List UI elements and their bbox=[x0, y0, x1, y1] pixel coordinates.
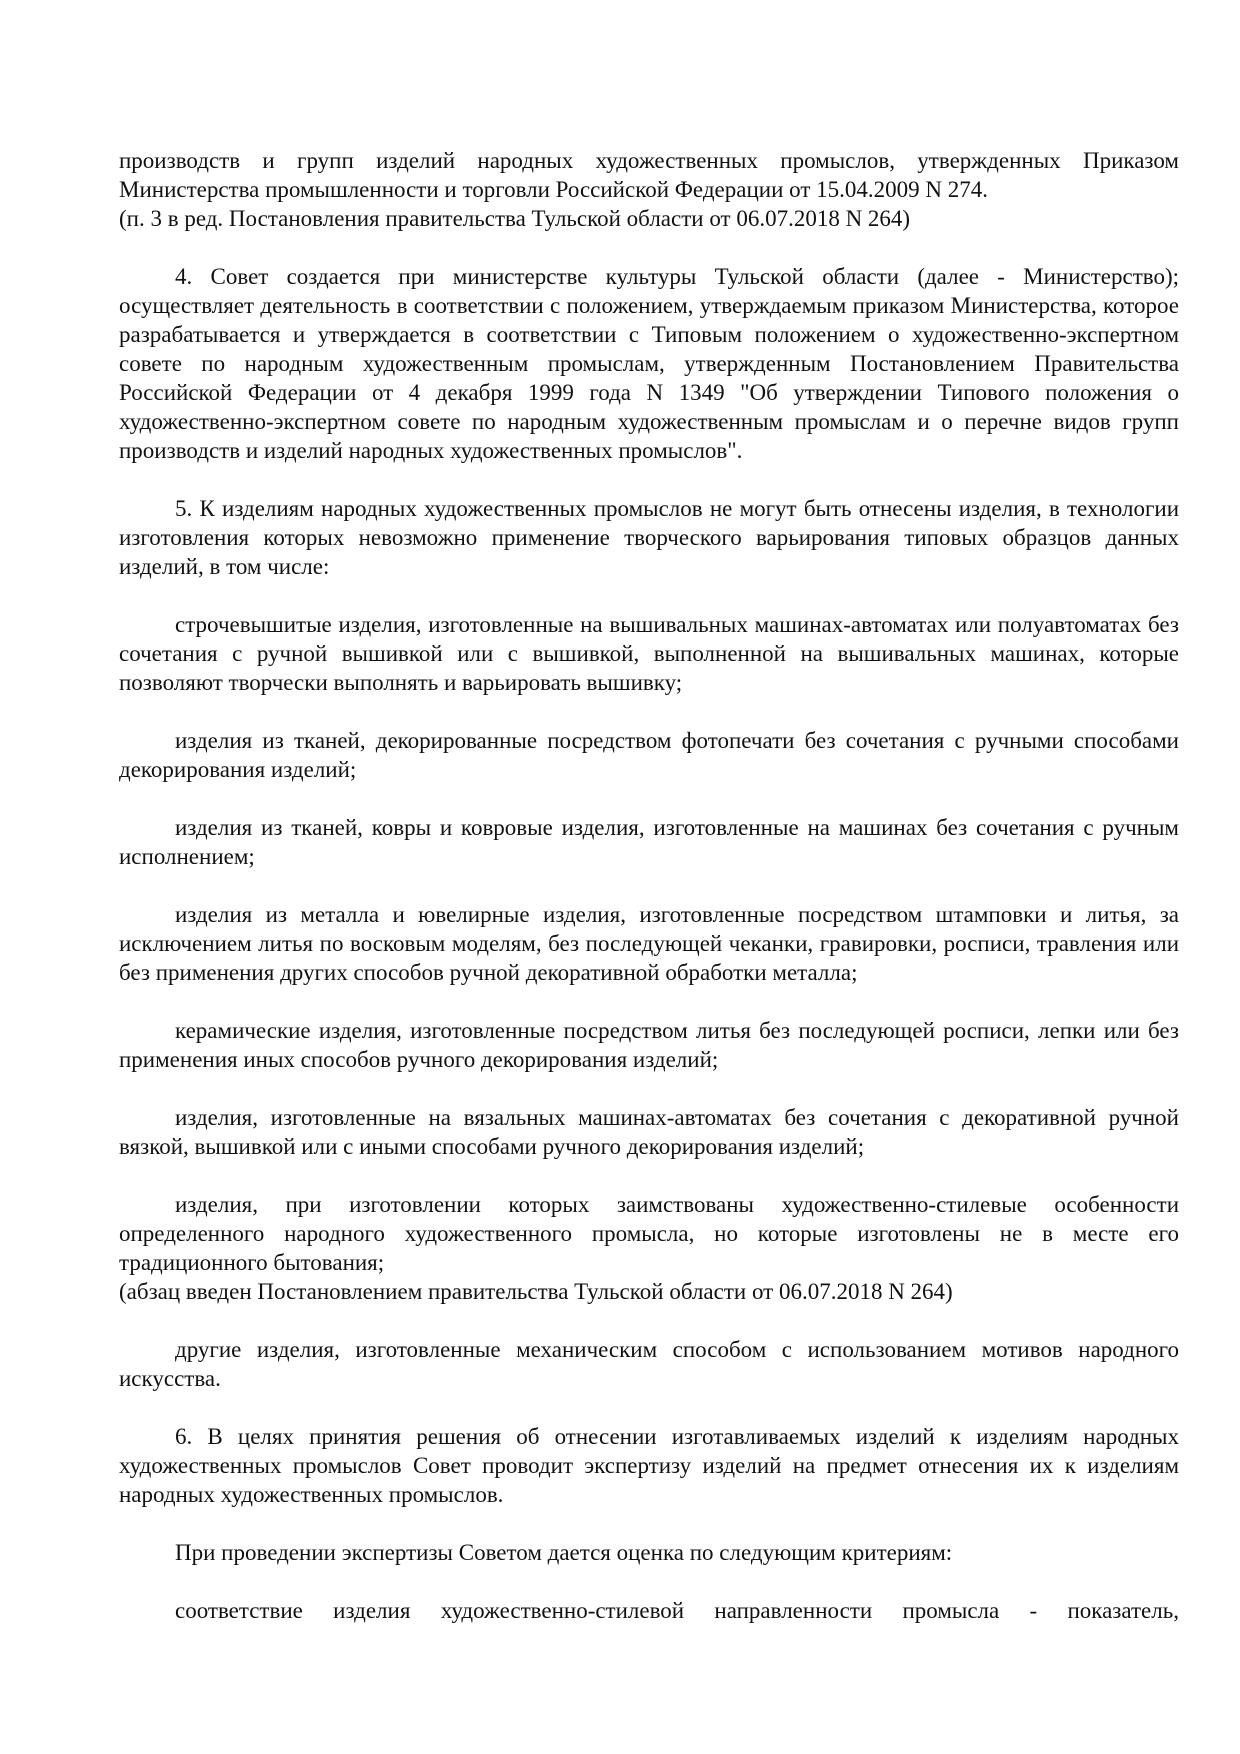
paragraph-item-6: 6. В целях принятия решения об отнесении изготавливаемых изделий к изделиям народных художественных промыслов Совет проводит экспертизу изделий на предмет отнесения их к изделиям народных художественных промыслов. bbox=[119, 1424, 1179, 1507]
paragraph-item-4: 4. Совет создается при министерстве культуры Тульской области (далее - Министерство); осуществляет деятельность в соответствии с положением, утверждаемым приказом Министерства, которое разрабатывается и утверждается в соответствии с Типовым положением о художественно-экспертном совете по народным художественным промыслам, утвержденным Постановлением Правительства Российской Федерации от 4 декабря 1999 года N 1349 "Об утверждении Типового положения о художественно-экспертном совете по народным художественным промыслам и о перечне видов групп производств и изделий народных художественных промыслов". bbox=[119, 264, 1179, 463]
paragraph-item-5: 5. К изделиям народных художественных промыслов не могут быть отнесены изделия, в технологии изготовления которых невозможно применение творческого варьирования типовых образцов данных изделий, в том числе: bbox=[119, 496, 1179, 579]
list-item-metal-jewelry: изделия из металла и ювелирные изделия, изготовленные посредством штамповки и литья, за исключением литья по восковым моделям, без последующей чеканки, гравировки, росписи, травления или без применения других способов ручной декоративной обработки металла; bbox=[119, 902, 1179, 985]
list-item-mechanical: другие изделия, изготовленные механическим способом с использованием мотивов народного искусства. bbox=[119, 1337, 1179, 1391]
document-body bbox=[119, 146, 1179, 1654]
paragraph-criteria-intro: При проведении экспертизы Советом дается оценка по следующим критериям: bbox=[175, 1540, 953, 1565]
list-item-knitted: изделия, изготовленные на вязальных машинах-автоматах без сочетания с декоративной ручной вязкой, вышивкой или с иными способами ручного декорирования изделий; bbox=[119, 1105, 1179, 1159]
amendment-note: (абзац введен Постановлением правительства Тульской области от 06.07.2018 N 264) bbox=[119, 1279, 953, 1304]
list-item-photoprint-fabrics: изделия из тканей, декорированные посредством фотопечати без сочетания с ручными способами декорирования изделий; bbox=[119, 728, 1179, 782]
list-item-ceramics: керамические изделия, изготовленные посредством литья без последующей росписи, лепки или без применения иных способов ручного декорирования изделий; bbox=[119, 1018, 1179, 1072]
list-item-carpets: изделия из тканей, ковры и ковровые изделия, изготовленные на машинах без сочетания с ручным исполнением; bbox=[119, 815, 1179, 869]
list-item-embroidered: строчевышитые изделия, изготовленные на вышивальных машинах-автоматах или полуавтоматах без сочетания с ручной вышивкой или с вышивкой, выполненной на вышивальных машинах, которые позволяют творчески выполнять и варьировать вышивку; bbox=[119, 612, 1179, 695]
paragraph-continued: производств и групп изделий народных художественных промыслов, утвержденных Приказом Министерства промышленности и торговли Российской Федерации от 15.04.2009 N 274. bbox=[119, 148, 1179, 202]
amendment-note: (п. 3 в ред. Постановления правительства Тульской области от 06.07.2018 N 264) bbox=[119, 206, 911, 231]
paragraph-criterion-style: соответствие изделия художественно-стилевой направленности промысла - показатель, bbox=[175, 1598, 1179, 1623]
list-item-borrowed-style: изделия, при изготовлении которых заимствованы художественно-стилевые особенности определенного народного художественного промысла, но которые изготовлены не в месте его традиционного бытования; bbox=[119, 1192, 1179, 1275]
